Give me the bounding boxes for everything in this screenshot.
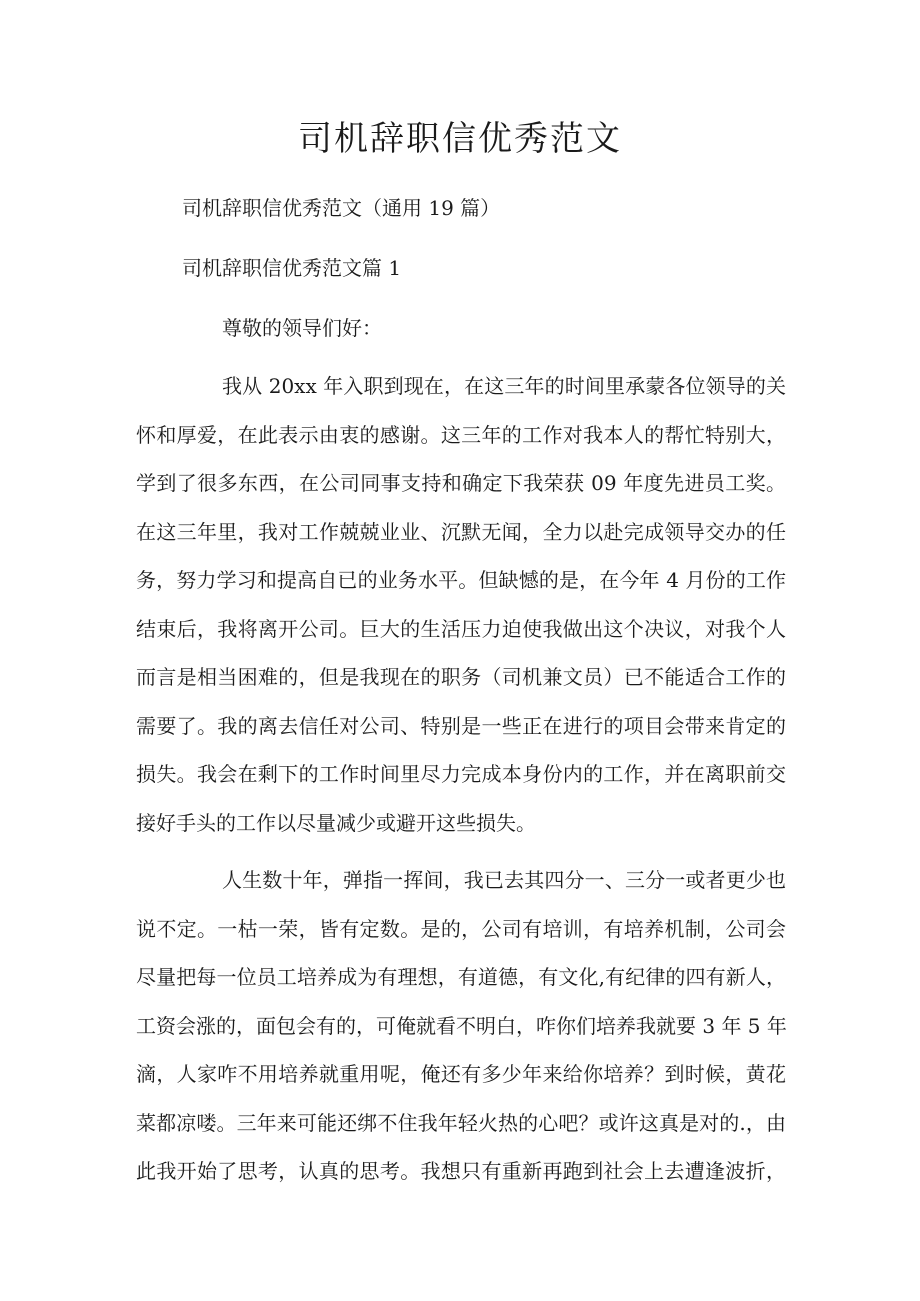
section-heading: 司机辞职信优秀范文篇 1 xyxy=(182,256,402,280)
paragraph-line: 学到了很多东西，在公司同事支持和确定下我荣获 09 年度先进员工奖。 xyxy=(136,471,786,495)
paragraph-line: 工资会涨的，面包会有的，可俺就看不明白，咋你们培养我就要 3 年 5 年 xyxy=(136,1013,787,1038)
paragraph-line: 务，努力学习和提高自已的业务水平。但缺憾的是，在今年 4 月份的工作 xyxy=(136,568,786,592)
paragraph-line: 而言是相当困难的，但是我现在的职务（司机兼文员）已不能适合工作的 xyxy=(136,665,786,689)
paragraph-line: 结束后，我将离开公司。巨大的生活压力迫使我做出这个决议，对我个人 xyxy=(136,616,786,641)
paragraph-line: 损失。我会在剩下的工作时间里尽力完成本身份内的工作，并在离职前交 xyxy=(136,762,786,786)
paragraph-line: 说不定。一枯一荣，皆有定数。是的，公司有培训，有培养机制，公司会 xyxy=(136,916,786,941)
paragraph-2 xyxy=(136,856,786,1196)
paragraph-line: 怀和厚爱，在此表示由衷的感谢。这三年的工作对我本人的帮忙特别大， xyxy=(136,422,786,447)
paragraph-line: 我从 20xx 年入职到现在，在这三年的时间里承蒙各位领导的关 xyxy=(222,374,786,398)
paragraph-line: 菜都凉喽。三年来可能还绑不住我年轻火热的心吧？或许这真是对的.，由 xyxy=(136,1110,786,1135)
paragraph-line: 接好手头的工作以尽量减少或避开这些损失。 xyxy=(136,810,536,835)
paragraph-line: 需要了。我的离去信任对公司、特别是一些正在进行的项目会带来肯定的 xyxy=(136,713,786,738)
paragraph-line: 滴，人家咋不用培养就重用呢，俺还有多少年来给你培养？到时候，黄花 xyxy=(136,1062,786,1086)
paragraph-line: 此我开始了思考，认真的思考。我想只有重新再跑到社会上去遭逢波折， xyxy=(136,1159,786,1183)
paragraph-line: 人生数十年，弹指一挥间，我已去其四分一、三分一或者更少也 xyxy=(222,868,786,892)
paragraph-line: 在这三年里，我对工作兢兢业业、沉默无闻，全力以赴完成领导交办的任 xyxy=(136,519,786,544)
document-title: 司机辞职信优秀范文 xyxy=(298,119,622,159)
paragraph-line: 尽量把每一位员工培养成为有理想，有道德，有文化,有纪律的四有新人， xyxy=(136,965,786,989)
document-subtitle: 司机辞职信优秀范文（通用 19 篇） xyxy=(182,196,501,220)
paragraph-1 xyxy=(136,362,786,847)
letter-greeting: 尊敬的领导们好： xyxy=(222,316,382,340)
